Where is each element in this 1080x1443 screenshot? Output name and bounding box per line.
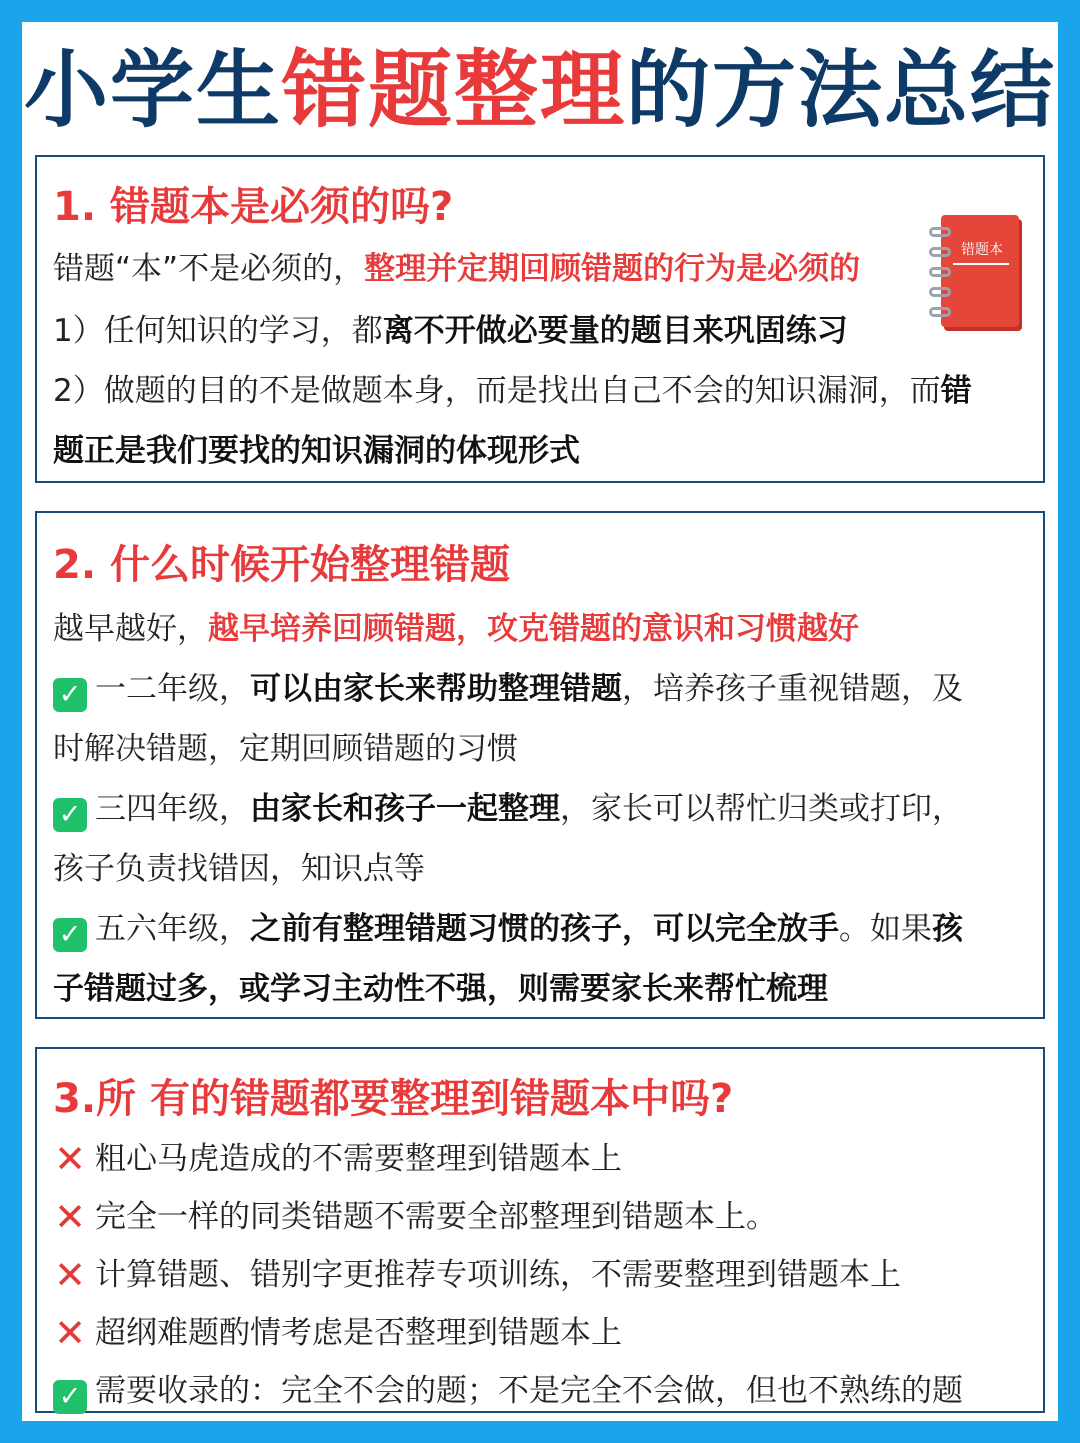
text-normal: 计算错题、错别字更推荐专项训练，不需要整理到错题本上 xyxy=(95,1257,901,1293)
page-title xyxy=(22,40,1058,140)
section-2-heading: 2. 什么时候开始整理错题 xyxy=(53,542,510,588)
text-normal: 需要收录的：完全不会的题；不是完全不会做，但也不熟练的题 xyxy=(95,1373,963,1409)
cross-icon: ✕ xyxy=(54,1311,86,1355)
section-3-item-1 xyxy=(53,1133,622,1181)
text-bold: 孩 xyxy=(932,911,963,947)
text-bold: 题正是我们要找的知识漏洞的体现形式 xyxy=(53,433,580,469)
text-normal: 。如果 xyxy=(839,911,932,947)
notebook-rule xyxy=(953,263,1009,265)
section-3-item-2 xyxy=(53,1191,777,1239)
title-part2: 错题整理 xyxy=(281,41,626,139)
text-normal: 1）任何知识的学习，都 xyxy=(53,313,383,349)
check-icon: ✓ xyxy=(53,678,87,712)
cross-icon: ✕ xyxy=(54,1137,86,1181)
notebook-ring xyxy=(929,227,951,237)
check-icon: ✓ xyxy=(53,798,87,832)
section-1-card xyxy=(35,155,1045,483)
text-bold: 之前有整理错题习惯的孩子，可以完全放手 xyxy=(250,911,839,947)
notebook-icon xyxy=(929,215,1019,329)
section-2-item-1 xyxy=(53,663,963,712)
section-3-heading: 3.所 有的错题都要整理到错题本中吗? xyxy=(53,1076,734,1122)
section-3-item-3 xyxy=(53,1249,901,1297)
text-normal: 超纲难题酌情考虑是否整理到错题本上 xyxy=(95,1315,622,1351)
section-2-line-1 xyxy=(53,603,859,648)
section-1-line-4 xyxy=(53,425,580,470)
title-part3: 的方法总结 xyxy=(626,41,1057,139)
text-normal: 2）做题的目的不是做题本身，而是找出自己不会的知识漏洞，而 xyxy=(53,373,941,409)
text-normal: ，家长可以帮忙归类或打印， xyxy=(560,791,963,827)
cross-icon: ✕ xyxy=(54,1195,86,1239)
section-3-card xyxy=(35,1047,1045,1413)
text-bold: 由家长和孩子一起整理 xyxy=(250,791,560,827)
section-1-line-3 xyxy=(53,365,972,410)
section-2-card xyxy=(35,511,1045,1019)
notebook-ring xyxy=(929,287,951,297)
check-icon: ✓ xyxy=(53,1380,87,1414)
title-part1: 小学生 xyxy=(23,41,282,139)
notebook-ring xyxy=(929,247,951,257)
text-highlight: 越早培养回顾错题，攻克错题的意识和习惯越好 xyxy=(208,611,859,647)
text-bold: 错 xyxy=(940,373,972,409)
section-2-item-1-cont: 时解决错题，定期回顾错题的习惯 xyxy=(53,731,518,767)
notebook-label: 错题本 xyxy=(961,242,1003,258)
section-3-item-4 xyxy=(53,1307,622,1355)
check-icon: ✓ xyxy=(53,918,87,952)
text-normal: 越早越好， xyxy=(53,611,208,647)
section-1-heading: 1. 错题本是必须的吗? xyxy=(53,184,454,230)
section-2-item-2-cont: 孩子负责找错因，知识点等 xyxy=(53,851,425,887)
notebook-ring xyxy=(929,267,951,277)
text-bold: 离不开做必要量的题目来巩固练习 xyxy=(382,313,848,349)
section-2-item-3-cont xyxy=(53,963,828,1008)
text-normal: ，培养孩子重视错题，及 xyxy=(622,671,963,707)
notebook-cover xyxy=(941,215,1019,327)
section-3-item-5 xyxy=(53,1365,963,1414)
text-bold: 可以由家长来帮助整理错题 xyxy=(250,671,622,707)
text-bold: 子错题过多，或学习主动性不强，则需要家长来帮忙梳理 xyxy=(53,971,828,1007)
text-highlight: 整理并定期回顾错题的行为是必须的 xyxy=(364,251,861,287)
text-normal: 一二年级， xyxy=(95,671,250,707)
text-normal: 完全一样的同类错题不需要全部整理到错题本上。 xyxy=(95,1199,777,1235)
section-1-line-2 xyxy=(53,305,848,350)
section-2-item-3 xyxy=(53,903,963,952)
text-normal: 三四年级， xyxy=(95,791,250,827)
text-normal: 五六年级， xyxy=(95,911,250,947)
section-2-item-2 xyxy=(53,783,963,832)
cross-icon: ✕ xyxy=(54,1253,86,1297)
section-1-line-1 xyxy=(53,243,860,288)
text-normal: 错题“本”不是必须的， xyxy=(53,251,365,287)
notebook-ring xyxy=(929,307,951,317)
text-normal: 粗心马虎造成的不需要整理到错题本上 xyxy=(95,1141,622,1177)
